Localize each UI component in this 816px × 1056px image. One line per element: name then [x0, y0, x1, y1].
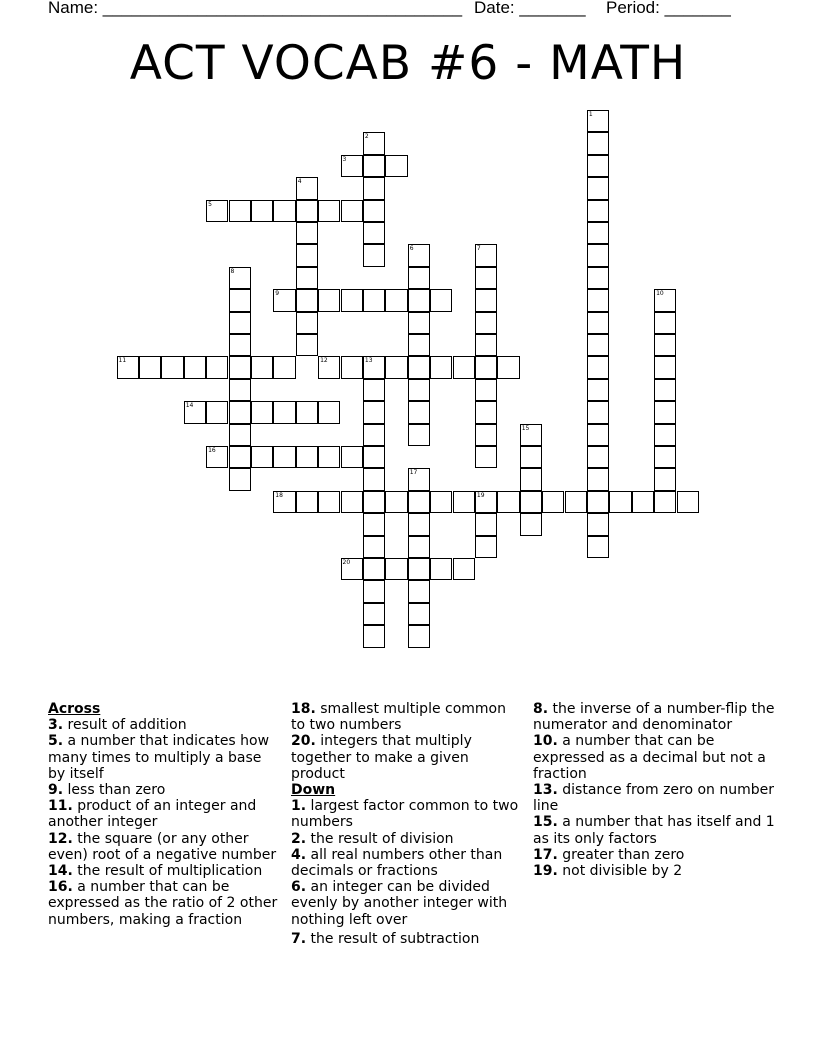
clue-text: product of an integer and another integer	[48, 798, 257, 831]
grid-cell[interactable]	[475, 356, 497, 378]
grid-cell[interactable]	[273, 446, 295, 468]
grid-cell[interactable]	[117, 356, 139, 378]
grid-cell[interactable]	[408, 312, 430, 334]
grid-cell[interactable]	[318, 446, 340, 468]
cell-number: 20	[342, 559, 351, 566]
clue-down-7	[291, 931, 523, 947]
clue-number: 4.	[291, 846, 307, 863]
grid-cell[interactable]	[587, 312, 609, 334]
clue-number: 15.	[533, 814, 558, 831]
grid-cell[interactable]	[430, 289, 452, 311]
clue-down-8	[533, 701, 777, 733]
grid-cell[interactable]	[229, 200, 251, 222]
grid-cell[interactable]	[587, 424, 609, 446]
grid-cell[interactable]	[408, 267, 430, 289]
grid-cell[interactable]	[296, 289, 318, 311]
grid-cell[interactable]	[296, 491, 318, 513]
grid-cell[interactable]	[475, 312, 497, 334]
grid-cell[interactable]	[341, 446, 363, 468]
grid-cell[interactable]	[161, 356, 183, 378]
grid-cell[interactable]	[385, 155, 407, 177]
grid-cell[interactable]	[475, 513, 497, 535]
cell-number: 5	[208, 200, 212, 208]
grid-cell[interactable]	[654, 491, 676, 513]
grid-cell[interactable]	[385, 491, 407, 513]
grid-cell[interactable]	[587, 267, 609, 289]
clue-text: distance from zero on number line	[533, 782, 775, 815]
grid-cell[interactable]	[385, 289, 407, 311]
clue-number: 12.	[48, 830, 73, 847]
cell-number: 9	[275, 290, 280, 298]
grid-cell[interactable]	[385, 558, 407, 580]
grid-cell[interactable]	[430, 491, 452, 513]
cell-number: 16	[208, 447, 216, 454]
grid-cell[interactable]	[408, 513, 430, 535]
grid-cell[interactable]	[475, 289, 497, 311]
clue-number: 11.	[48, 798, 73, 815]
grid-cell[interactable]	[363, 356, 385, 378]
grid-cell[interactable]	[363, 155, 385, 177]
grid-cell[interactable]	[296, 267, 318, 289]
grid-cell[interactable]	[497, 491, 519, 513]
clues-column-1	[48, 701, 282, 928]
grid-cell[interactable]	[363, 401, 385, 423]
clue-number: 16.	[48, 879, 73, 896]
down-heading: Down	[291, 782, 336, 799]
cell-number: 15	[521, 424, 530, 432]
clue-number: 18.	[291, 701, 316, 717]
grid-cell[interactable]	[229, 356, 251, 378]
grid-cell[interactable]	[229, 334, 251, 356]
grid-cell[interactable]	[408, 356, 430, 378]
clue-down-4	[291, 847, 523, 879]
cell-number: 14	[185, 402, 194, 410]
grid-cell[interactable]	[587, 379, 609, 401]
grid-cell[interactable]	[654, 401, 676, 423]
grid-cell[interactable]	[229, 312, 251, 334]
grid-cell[interactable]	[273, 200, 295, 222]
cell-number: 3	[342, 155, 347, 163]
grid-cell[interactable]	[206, 200, 228, 222]
clue-number: 3.	[48, 717, 64, 734]
clue-text: the result of multiplication	[77, 863, 263, 880]
grid-cell[interactable]	[654, 289, 676, 311]
date-field[interactable]: Date: _______	[474, 0, 586, 17]
grid-cell[interactable]	[520, 424, 542, 446]
clue-text: less than zero	[67, 782, 166, 799]
grid-cell[interactable]	[229, 401, 251, 423]
clue-down-10	[533, 733, 777, 782]
clue-text: all real numbers other than decimals or fractions	[291, 846, 503, 880]
clue-text: the inverse of a number-flip the numerator and denominator	[533, 701, 775, 734]
grid-cell[interactable]	[408, 244, 430, 266]
cell-number: 1	[588, 111, 593, 118]
clue-number: 10.	[533, 733, 558, 750]
cell-number: 6	[409, 245, 414, 253]
grid-cell[interactable]	[206, 401, 228, 423]
grid-cell[interactable]	[139, 356, 161, 378]
grid-cell[interactable]	[363, 468, 385, 490]
grid-cell[interactable]	[453, 356, 475, 378]
cell-number: 13	[364, 357, 373, 365]
grid-cell[interactable]	[341, 356, 363, 378]
grid-cell[interactable]	[363, 446, 385, 468]
grid-cell[interactable]	[609, 491, 631, 513]
clue-number: 8.	[533, 701, 549, 717]
grid-cell[interactable]	[654, 446, 676, 468]
clue-across-14	[48, 863, 282, 879]
clue-down-2	[291, 831, 523, 847]
grid-cell[interactable]	[273, 356, 295, 378]
grid-cell[interactable]	[341, 558, 363, 580]
clue-text: smallest multiple common to two numbers	[291, 701, 506, 734]
grid-cell[interactable]	[587, 401, 609, 423]
grid-cell[interactable]	[587, 110, 609, 132]
grid-cell[interactable]	[520, 468, 542, 490]
grid-cell[interactable]	[632, 491, 654, 513]
grid-cell[interactable]	[229, 468, 251, 490]
grid-cell[interactable]	[363, 513, 385, 535]
grid-cell[interactable]	[408, 468, 430, 490]
clue-down-19	[533, 863, 777, 879]
grid-cell[interactable]	[363, 132, 385, 154]
grid-cell[interactable]	[587, 200, 609, 222]
grid-cell[interactable]	[408, 558, 430, 580]
clue-text: integers that multiply together to make a given product	[291, 733, 472, 782]
grid-cell[interactable]	[475, 267, 497, 289]
grid-cell[interactable]	[296, 401, 318, 423]
clue-across-5	[48, 733, 282, 782]
grid-cell[interactable]	[296, 244, 318, 266]
grid-cell[interactable]	[453, 558, 475, 580]
grid-cell[interactable]	[273, 491, 295, 513]
grid-cell[interactable]	[363, 536, 385, 558]
grid-cell[interactable]	[587, 334, 609, 356]
cell-number: 10	[656, 290, 664, 298]
grid-cell[interactable]	[341, 200, 363, 222]
period-field[interactable]: Period: _______	[606, 0, 731, 17]
clues-column-2	[291, 701, 523, 947]
grid-cell[interactable]	[318, 289, 340, 311]
grid-cell[interactable]	[475, 334, 497, 356]
grid-cell[interactable]	[587, 132, 609, 154]
cell-number: 2	[364, 133, 369, 141]
grid-cell[interactable]	[654, 312, 676, 334]
grid-cell[interactable]	[408, 334, 430, 356]
grid-cell[interactable]	[654, 424, 676, 446]
grid-cell[interactable]	[296, 334, 318, 356]
grid-cell[interactable]	[318, 356, 340, 378]
grid-cell[interactable]	[296, 177, 318, 199]
grid-cell[interactable]	[542, 491, 564, 513]
grid-cell[interactable]	[251, 200, 273, 222]
grid-cell[interactable]	[408, 289, 430, 311]
clue-text: the result of subtraction	[310, 930, 480, 947]
grid-cell[interactable]	[408, 424, 430, 446]
grid-cell[interactable]	[475, 244, 497, 266]
cell-number: 12	[320, 357, 328, 365]
grid-cell[interactable]	[184, 356, 206, 378]
grid-cell[interactable]	[363, 491, 385, 513]
grid-cell[interactable]	[363, 424, 385, 446]
grid-cell[interactable]	[341, 491, 363, 513]
clue-text: largest factor common to two numbers	[291, 798, 519, 831]
header-row	[0, 0, 816, 20]
grid-cell[interactable]	[251, 356, 273, 378]
grid-cell[interactable]	[654, 379, 676, 401]
grid-cell[interactable]	[363, 379, 385, 401]
across-heading: Across	[48, 701, 101, 717]
grid-cell[interactable]	[520, 491, 542, 513]
clue-number: 14.	[48, 863, 73, 880]
grid-cell[interactable]	[229, 446, 251, 468]
grid-cell[interactable]	[654, 468, 676, 490]
clue-across-20	[291, 733, 523, 782]
clue-text: a number that can be expressed as a decimal but not a fraction	[533, 733, 766, 782]
grid-cell[interactable]	[654, 334, 676, 356]
clue-text: a number that indicates how many times to multiply a base by itself	[48, 733, 270, 782]
cell-number: 17	[409, 469, 418, 477]
clue-number: 20.	[291, 733, 316, 750]
grid-cell[interactable]	[318, 401, 340, 423]
grid-cell[interactable]	[587, 491, 609, 513]
clue-down-17	[533, 847, 777, 863]
grid-cell[interactable]	[341, 155, 363, 177]
clue-across-18	[291, 701, 523, 733]
clue-text: not divisible by 2	[562, 863, 683, 880]
clue-number: 6.	[291, 879, 307, 896]
grid-cell[interactable]	[363, 603, 385, 625]
clue-across-3	[48, 717, 282, 733]
grid-cell[interactable]	[587, 536, 609, 558]
clue-down-1	[291, 798, 523, 830]
grid-cell[interactable]	[408, 379, 430, 401]
grid-cell[interactable]	[408, 491, 430, 513]
grid-cell[interactable]	[408, 536, 430, 558]
clue-across-12	[48, 831, 282, 863]
grid-cell[interactable]	[251, 446, 273, 468]
clue-number: 5.	[48, 733, 64, 750]
cell-number: 11	[118, 357, 127, 365]
grid-cell[interactable]	[363, 625, 385, 647]
grid-cell[interactable]	[587, 289, 609, 311]
grid-cell[interactable]	[251, 401, 273, 423]
grid-cell[interactable]	[385, 356, 407, 378]
cell-number: 7	[476, 245, 481, 253]
grid-cell[interactable]	[296, 312, 318, 334]
grid-cell[interactable]	[296, 200, 318, 222]
grid-cell[interactable]	[430, 356, 452, 378]
grid-cell[interactable]	[341, 289, 363, 311]
clue-text: an integer can be divided evenly by another integer with nothing left over	[291, 879, 508, 928]
grid-cell[interactable]	[408, 401, 430, 423]
clue-text: greater than zero	[562, 846, 685, 863]
grid-cell[interactable]	[318, 491, 340, 513]
grid-cell[interactable]	[520, 446, 542, 468]
grid-cell[interactable]	[587, 155, 609, 177]
clue-across-9	[48, 782, 282, 798]
clue-number: 7.	[291, 930, 307, 947]
grid-cell[interactable]	[677, 491, 699, 513]
grid-cell[interactable]	[497, 356, 519, 378]
grid-cell[interactable]	[206, 446, 228, 468]
clues-column-3	[533, 701, 777, 879]
grid-cell[interactable]	[363, 177, 385, 199]
grid-cell[interactable]	[408, 580, 430, 602]
grid-cell[interactable]	[587, 356, 609, 378]
clue-text: result of addition	[67, 717, 187, 734]
grid-cell[interactable]	[654, 356, 676, 378]
clue-number: 19.	[533, 863, 558, 880]
grid-cell[interactable]	[475, 446, 497, 468]
grid-cell[interactable]	[587, 222, 609, 244]
grid-cell[interactable]	[363, 558, 385, 580]
cell-number: 8	[230, 267, 235, 275]
grid-cell[interactable]	[475, 536, 497, 558]
grid-cell[interactable]	[206, 356, 228, 378]
cell-number: 19	[476, 491, 485, 499]
grid-cell[interactable]	[318, 200, 340, 222]
grid-cell[interactable]	[587, 244, 609, 266]
grid-cell[interactable]	[184, 401, 206, 423]
grid-cell[interactable]	[229, 379, 251, 401]
cell-number: 18	[275, 491, 283, 499]
clue-down-15	[533, 814, 777, 846]
grid-cell[interactable]	[296, 446, 318, 468]
clue-down-13	[533, 782, 777, 814]
grid-cell[interactable]	[475, 491, 497, 513]
grid-cell[interactable]	[453, 491, 475, 513]
grid-cell[interactable]	[475, 379, 497, 401]
clue-across-16	[48, 879, 282, 928]
grid-cell[interactable]	[363, 289, 385, 311]
grid-cell[interactable]	[363, 580, 385, 602]
clue-text: a number that can be expressed as the ratio of 2 other numbers, making a fraction	[48, 879, 278, 928]
grid-cell[interactable]	[229, 289, 251, 311]
grid-cell[interactable]	[475, 424, 497, 446]
grid-cell[interactable]	[587, 513, 609, 535]
grid-cell[interactable]	[587, 177, 609, 199]
page-title: ACT VOCAB #6 - MATH	[129, 36, 687, 91]
grid-cell[interactable]	[587, 468, 609, 490]
clue-down-6	[291, 879, 523, 928]
clue-number: 9.	[48, 782, 64, 799]
grid-cell[interactable]	[520, 513, 542, 535]
name-field[interactable]: Name: ______________________________________	[48, 0, 463, 17]
clue-number: 13.	[533, 782, 558, 799]
grid-cell[interactable]	[363, 222, 385, 244]
clue-text: a number that has itself and 1 as its only factors	[533, 814, 775, 847]
grid-cell[interactable]	[229, 267, 251, 289]
grid-cell[interactable]	[296, 222, 318, 244]
grid-cell[interactable]	[363, 200, 385, 222]
grid-cell[interactable]	[430, 558, 452, 580]
clue-text: the square (or any other even) root of a negative number	[48, 830, 277, 863]
grid-cell[interactable]	[408, 603, 430, 625]
clue-number: 17.	[533, 846, 558, 863]
grid-cell[interactable]	[273, 289, 295, 311]
clue-across-11	[48, 798, 282, 830]
grid-cell[interactable]	[565, 491, 587, 513]
grid-cell[interactable]	[229, 424, 251, 446]
clue-text: the result of division	[310, 830, 454, 847]
grid-cell[interactable]	[475, 401, 497, 423]
cell-number: 4	[297, 178, 302, 186]
grid-cell[interactable]	[273, 401, 295, 423]
clue-number: 1.	[291, 798, 307, 815]
clue-number: 2.	[291, 830, 307, 847]
grid-cell[interactable]	[408, 625, 430, 647]
grid-cell[interactable]	[587, 446, 609, 468]
grid-cell[interactable]	[363, 244, 385, 266]
